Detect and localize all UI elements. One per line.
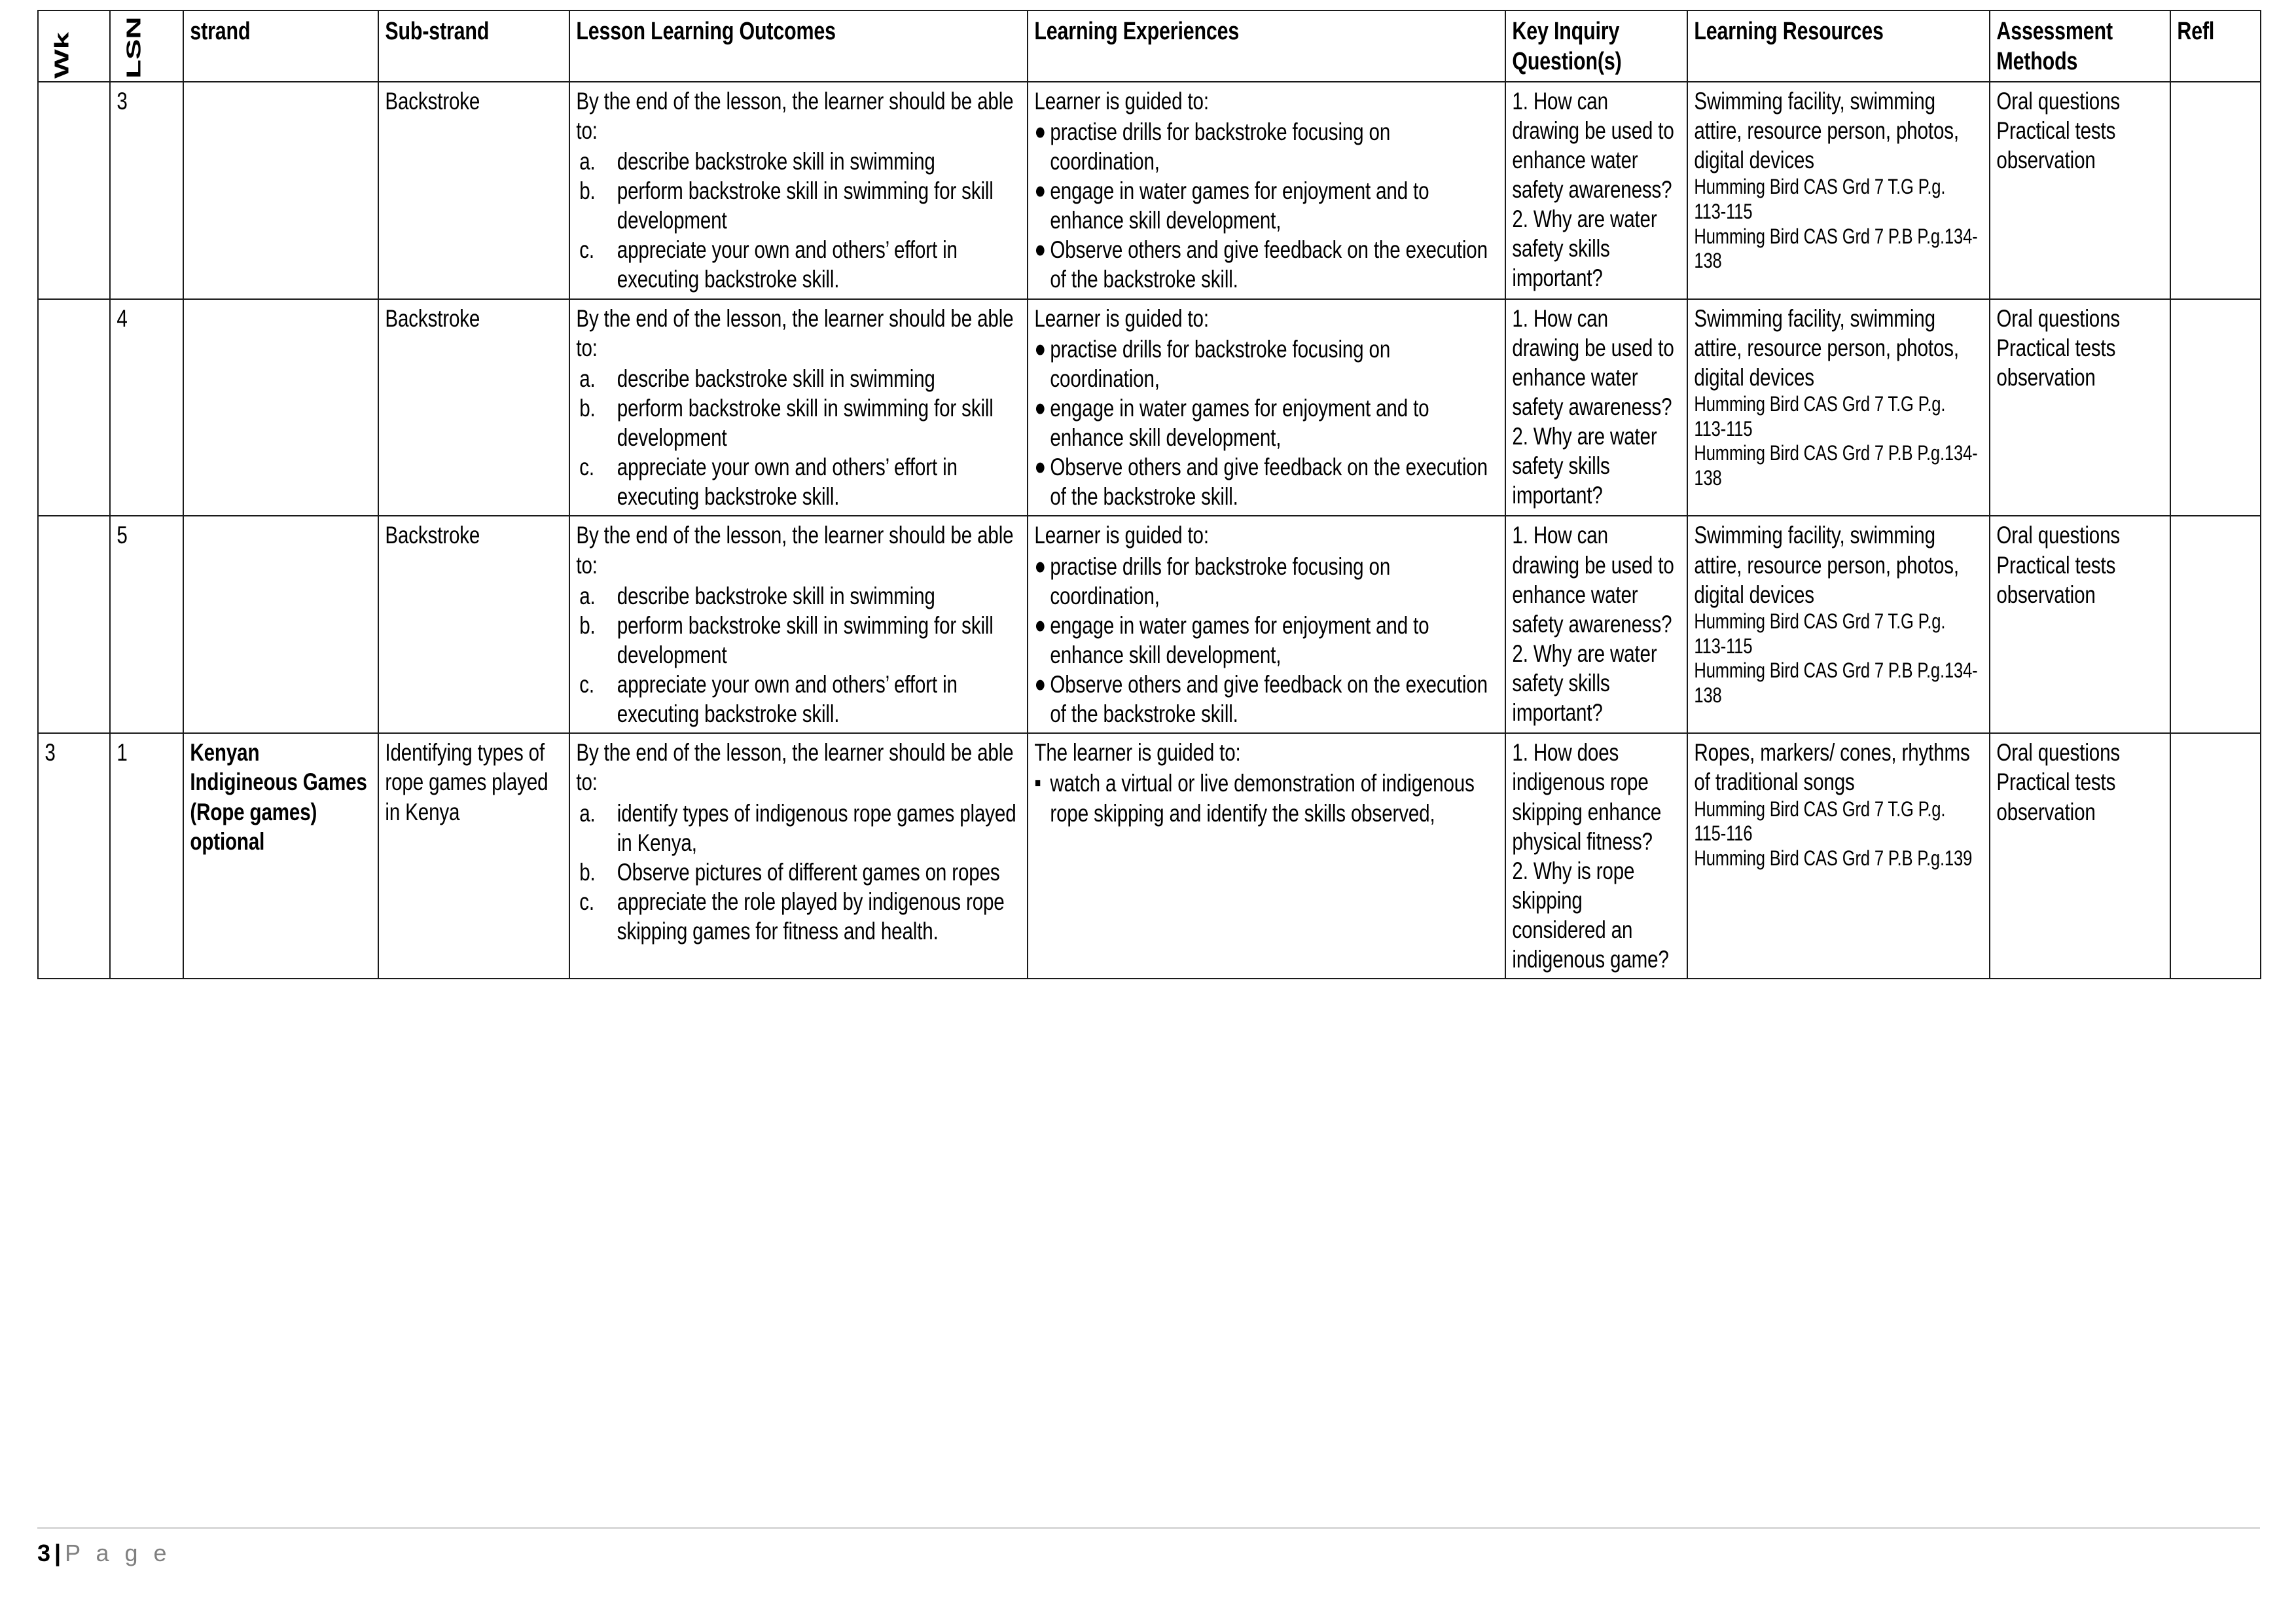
header-cell-lsn bbox=[110, 10, 169, 82]
cell-lesson-number bbox=[110, 82, 169, 299]
experience-item: ● Observe others and give feedback on the execution of the backstroke skill. bbox=[1034, 453, 1488, 511]
outcomes-content bbox=[576, 304, 1018, 512]
experiences-list bbox=[1034, 334, 1496, 512]
outcome-item: a. describe backstroke skill in swimming bbox=[576, 581, 1018, 611]
cell-substrand bbox=[378, 516, 531, 733]
assessment-method: observation bbox=[1996, 146, 2096, 173]
assessment-method: Practical tests bbox=[1996, 551, 2116, 579]
assessment-method: Practical tests bbox=[1996, 117, 2116, 144]
header-cell-outcomes bbox=[569, 10, 936, 82]
cell-outcomes bbox=[569, 733, 1016, 979]
experiences-lead: Learner is guided to: bbox=[1034, 522, 1209, 549]
cell-assessment bbox=[1990, 733, 2134, 979]
experience-item: ● practise drills for backstroke focusing on coordination, bbox=[1034, 552, 1391, 609]
inquiry-question: 2. Why are water safety skills important? bbox=[1512, 423, 1657, 509]
outcomes-content bbox=[576, 520, 1018, 729]
header-label-experiences: Learning Experiences bbox=[1034, 18, 1240, 45]
cell-experiences bbox=[1028, 82, 1488, 299]
experiences-list bbox=[1034, 768, 1496, 827]
assessment-content bbox=[1996, 738, 2161, 826]
table-row bbox=[38, 733, 2261, 979]
outcome-item: b. Observe pictures of different games on ropes bbox=[576, 857, 1018, 887]
header-label-inquiry: Key Inquiry Question(s) bbox=[1512, 18, 1622, 76]
cell-lesson-number bbox=[110, 299, 169, 516]
outcome-item: c. appreciate the role played by indigenous rope skipping games for fitness and health. bbox=[579, 888, 1005, 945]
outcome-item: c. appreciate your own and others’ effort in executing backstroke skill. bbox=[579, 454, 958, 511]
experiences-content bbox=[1034, 304, 1496, 512]
cell-refl bbox=[2170, 733, 2242, 979]
header-cell-wk bbox=[38, 10, 96, 82]
header-label-substrand: Sub-strand bbox=[385, 18, 490, 45]
resources-reference: Humming Bird CAS Grd 7 T.G P.g. 113-115 bbox=[1694, 175, 1946, 223]
outcome-item: b. perform backstroke skill in swimming for skill development bbox=[579, 611, 994, 668]
lesson-number-value: 5 bbox=[117, 522, 128, 549]
resources-reference: Humming Bird CAS Grd 7 P.B P.g.134-138 bbox=[1694, 224, 1978, 273]
assessment-method: Practical tests bbox=[1996, 334, 2116, 361]
outcomes-lead: By the end of the lesson, the learner should be able to: bbox=[576, 304, 1014, 361]
experience-item: ● Observe others and give feedback on the execution of the backstroke skill. bbox=[1034, 236, 1488, 293]
outcome-item: b. perform backstroke skill in swimming for skill development bbox=[579, 394, 994, 452]
cell-assessment bbox=[1990, 516, 2134, 733]
assessment-method: Oral questions bbox=[1996, 304, 2121, 332]
outcome-marker: c. bbox=[579, 454, 594, 481]
bullet-icon: ● bbox=[1034, 177, 1047, 204]
lesson-number-value: 4 bbox=[117, 304, 128, 332]
cell-outcomes bbox=[569, 516, 1014, 733]
cell-substrand bbox=[378, 82, 531, 299]
header-label-resources: Learning Resources bbox=[1694, 18, 1884, 45]
bullet-icon: ● bbox=[1034, 453, 1047, 480]
outcome-marker: b. bbox=[579, 858, 596, 886]
outcome-marker: a. bbox=[579, 147, 596, 175]
header-cell-inquiry bbox=[1505, 10, 1651, 82]
resources-reference: Humming Bird CAS Grd 7 T.G P.g. 113-115 bbox=[1694, 391, 1946, 441]
bullet-icon: ● bbox=[1034, 552, 1047, 579]
cell-resources bbox=[1687, 82, 1978, 299]
outcomes-lead: By the end of the lesson, the learner should be able to: bbox=[576, 522, 1014, 579]
table-body bbox=[38, 10, 2261, 979]
outcomes-content bbox=[576, 86, 1018, 295]
outcome-item: a. identify types of indigenous rope games played in Kenya, bbox=[579, 799, 1016, 856]
header-label-outcomes: Lesson Learning Outcomes bbox=[576, 18, 836, 45]
bullet-icon: ● bbox=[1034, 117, 1047, 145]
inquiry-question: 2. Why are water safety skills important? bbox=[1512, 206, 1657, 292]
experiences-lead: Learner is guided to: bbox=[1034, 304, 1209, 332]
experiences-lead: Learner is guided to: bbox=[1034, 87, 1209, 115]
inquiry-content bbox=[1512, 738, 1678, 974]
outcome-marker: c. bbox=[579, 888, 594, 915]
outcomes-lead: By the end of the lesson, the learner should be able to: bbox=[576, 87, 1014, 144]
resources-materials: Swimming facility, swimming attire, resource person, photos, digital devices bbox=[1694, 304, 1959, 391]
outcome-item: c. appreciate your own and others’ effort in executing backstroke skill. bbox=[579, 236, 958, 293]
cell-strand bbox=[183, 516, 339, 733]
page-footer bbox=[37, 1527, 2260, 1567]
cell-strand bbox=[183, 299, 339, 516]
cell-refl bbox=[2170, 82, 2242, 299]
resources-reference: Humming Bird CAS Grd 7 T.G P.g. 115-116 bbox=[1694, 797, 1946, 846]
outcome-item: a. describe backstroke skill in swimming bbox=[576, 147, 1018, 176]
inquiry-content bbox=[1512, 86, 1678, 293]
resources-materials: Ropes, markers/ cones, rhythms of traditional songs bbox=[1694, 739, 1970, 796]
cell-resources bbox=[1687, 299, 1978, 516]
experiences-lead: The learner is guided to: bbox=[1034, 739, 1241, 767]
experience-item: ● engage in water games for enjoyment and to enhance skill development, bbox=[1034, 177, 1429, 234]
resources-content bbox=[1694, 738, 1981, 871]
experience-item: ● practise drills for backstroke focusing on coordination, bbox=[1034, 334, 1391, 392]
cell-lesson-number bbox=[110, 733, 169, 979]
experiences-list bbox=[1034, 552, 1496, 729]
cell-refl bbox=[2170, 516, 2242, 733]
assessment-content bbox=[1996, 304, 2161, 392]
outcome-marker: b. bbox=[579, 611, 596, 639]
cell-week bbox=[38, 82, 96, 299]
table-row bbox=[38, 82, 2261, 299]
experiences-content bbox=[1034, 86, 1496, 295]
cell-resources bbox=[1687, 516, 1978, 733]
outcome-marker: a. bbox=[579, 365, 596, 392]
experience-item: ● engage in water games for enjoyment and to enhance skill development, bbox=[1034, 393, 1429, 452]
cell-substrand bbox=[378, 733, 548, 979]
experience-item: ● engage in water games for enjoyment and to enhance skill development, bbox=[1034, 611, 1429, 668]
outcome-marker: b. bbox=[579, 177, 596, 205]
assessment-method: observation bbox=[1996, 798, 2096, 825]
resources-content bbox=[1694, 86, 1981, 274]
outcome-marker: c. bbox=[579, 671, 594, 698]
header-cell-strand bbox=[183, 10, 339, 82]
table-row bbox=[38, 299, 2261, 516]
footer-page-word: P a g e bbox=[65, 1540, 171, 1566]
header-label-assessment: Assessment Methods bbox=[1996, 18, 2113, 76]
lesson-number-value: 3 bbox=[117, 87, 128, 115]
cell-experiences bbox=[1028, 299, 1488, 516]
inquiry-question: 1. How can drawing be used to enhance water safety awareness? bbox=[1512, 522, 1674, 638]
header-cell-assessment bbox=[1990, 10, 2134, 82]
cell-experiences bbox=[1028, 733, 1475, 979]
bullet-icon: ● bbox=[1034, 670, 1047, 698]
resources-content bbox=[1694, 520, 1981, 708]
outcomes-lead: By the end of the lesson, the learner should be able to: bbox=[576, 739, 1014, 796]
experience-item: ● Observe others and give feedback on the execution of the backstroke skill. bbox=[1034, 670, 1488, 728]
header-cell-substrand bbox=[378, 10, 531, 82]
experiences-list bbox=[1034, 117, 1496, 295]
assessment-content bbox=[1996, 520, 2161, 609]
resources-reference: Humming Bird CAS Grd 7 P.B P.g.139 bbox=[1694, 846, 1973, 871]
inquiry-question: 1. How can drawing be used to enhance water safety awareness? bbox=[1512, 87, 1674, 204]
footer-separator: | bbox=[54, 1540, 62, 1566]
assessment-method: Practical tests bbox=[1996, 768, 2116, 796]
experience-item: ● practise drills for backstroke focusing on coordination, bbox=[1034, 117, 1391, 175]
cell-strand bbox=[183, 733, 367, 979]
cell-experiences bbox=[1028, 516, 1488, 733]
header-label-refl: Refl bbox=[2177, 18, 2215, 45]
outcomes-list bbox=[576, 147, 1018, 295]
outcome-item: b. perform backstroke skill in swimming for skill development bbox=[579, 177, 994, 234]
header-label-strand: strand bbox=[190, 18, 251, 45]
experiences-content bbox=[1034, 520, 1496, 729]
outcome-item: a. describe backstroke skill in swimming bbox=[576, 364, 1018, 393]
outcome-marker: c. bbox=[579, 236, 594, 264]
assessment-method: observation bbox=[1996, 363, 2096, 391]
outcome-marker: a. bbox=[579, 582, 596, 609]
experience-item: ▪ watch a virtual or live demonstration of indigenous rope skipping and identify the skills observed, bbox=[1034, 769, 1475, 827]
cell-inquiry bbox=[1505, 299, 1674, 516]
cell-outcomes bbox=[569, 299, 1014, 516]
resources-content bbox=[1694, 304, 1981, 491]
outcome-marker: b. bbox=[579, 394, 596, 422]
substrand-value: Backstroke bbox=[385, 522, 480, 549]
resources-materials: Swimming facility, swimming attire, resource person, photos, digital devices bbox=[1694, 522, 1959, 608]
cell-week bbox=[38, 299, 96, 516]
header-label-lsn: LSN bbox=[123, 16, 145, 79]
cell-lesson-number bbox=[110, 516, 169, 733]
cell-substrand bbox=[378, 299, 531, 516]
cell-week bbox=[38, 733, 96, 979]
resources-reference: Humming Bird CAS Grd 7 P.B P.g.134-138 bbox=[1694, 659, 1978, 708]
cell-resources bbox=[1687, 733, 1973, 979]
bullet-icon: ● bbox=[1034, 334, 1047, 362]
cell-refl bbox=[2170, 299, 2242, 516]
footer-text bbox=[37, 1540, 2260, 1567]
inquiry-question: 2. Why is rope skipping considered an indigenous game? bbox=[1512, 857, 1669, 973]
substrand-value: Backstroke bbox=[385, 87, 480, 115]
table-row bbox=[38, 516, 2261, 733]
cell-week bbox=[38, 516, 96, 733]
resources-reference: Humming Bird CAS Grd 7 P.B P.g.134-138 bbox=[1694, 441, 1978, 490]
cell-outcomes bbox=[569, 82, 1014, 299]
assessment-method: Oral questions bbox=[1996, 739, 2121, 767]
table-header-row bbox=[38, 10, 2261, 82]
assessment-method: Oral questions bbox=[1996, 522, 2121, 549]
header-cell-refl bbox=[2170, 10, 2242, 82]
outcomes-list bbox=[576, 581, 1018, 729]
header-cell-resources bbox=[1687, 10, 1929, 82]
lesson-number-value: 1 bbox=[117, 739, 128, 767]
assessment-method: observation bbox=[1996, 581, 2096, 608]
assessment-content bbox=[1996, 86, 2161, 175]
bullet-icon: ● bbox=[1034, 393, 1047, 421]
cell-inquiry bbox=[1505, 733, 1669, 979]
cell-inquiry bbox=[1505, 516, 1674, 733]
resources-materials: Swimming facility, swimming attire, resource person, photos, digital devices bbox=[1694, 87, 1959, 173]
inquiry-question: 1. How does indigenous rope skipping enhance physical fitness? bbox=[1512, 739, 1662, 855]
bullet-icon: ● bbox=[1034, 611, 1047, 638]
cell-assessment bbox=[1990, 82, 2134, 299]
experiences-content bbox=[1034, 738, 1496, 827]
cell-strand bbox=[183, 82, 339, 299]
outcome-marker: a. bbox=[579, 799, 596, 827]
outcome-item: c. appreciate your own and others’ effort in executing backstroke skill. bbox=[579, 671, 958, 728]
week-value: 3 bbox=[45, 739, 56, 767]
inquiry-question: 1. How can drawing be used to enhance water safety awareness? bbox=[1512, 304, 1674, 420]
footer-divider bbox=[37, 1527, 2260, 1529]
inquiry-content bbox=[1512, 520, 1678, 727]
header-cell-experiences bbox=[1028, 10, 1410, 82]
bullet-icon: ● bbox=[1034, 236, 1047, 263]
inquiry-question: 2. Why are water safety skills important? bbox=[1512, 640, 1657, 727]
outcomes-list bbox=[576, 364, 1018, 512]
resources-reference: Humming Bird CAS Grd 7 T.G P.g. 113-115 bbox=[1694, 609, 1946, 658]
cell-assessment bbox=[1990, 299, 2134, 516]
outcomes-content bbox=[576, 738, 1018, 946]
scheme-of-work-table bbox=[37, 10, 2261, 979]
inquiry-content bbox=[1512, 304, 1678, 511]
header-label-wk: Wk bbox=[51, 32, 73, 79]
assessment-method: Oral questions bbox=[1996, 87, 2121, 115]
substrand-value: Identifying types of rope games played in Kenya bbox=[385, 739, 548, 825]
strand-value: Kenyan Indigineous Games (Rope games) optional bbox=[190, 739, 367, 855]
outcomes-list bbox=[576, 799, 1018, 947]
footer-page-number: 3 bbox=[37, 1540, 51, 1566]
bullet-icon: ▪ bbox=[1034, 769, 1041, 797]
substrand-value: Backstroke bbox=[385, 304, 480, 332]
cell-inquiry bbox=[1505, 82, 1674, 299]
